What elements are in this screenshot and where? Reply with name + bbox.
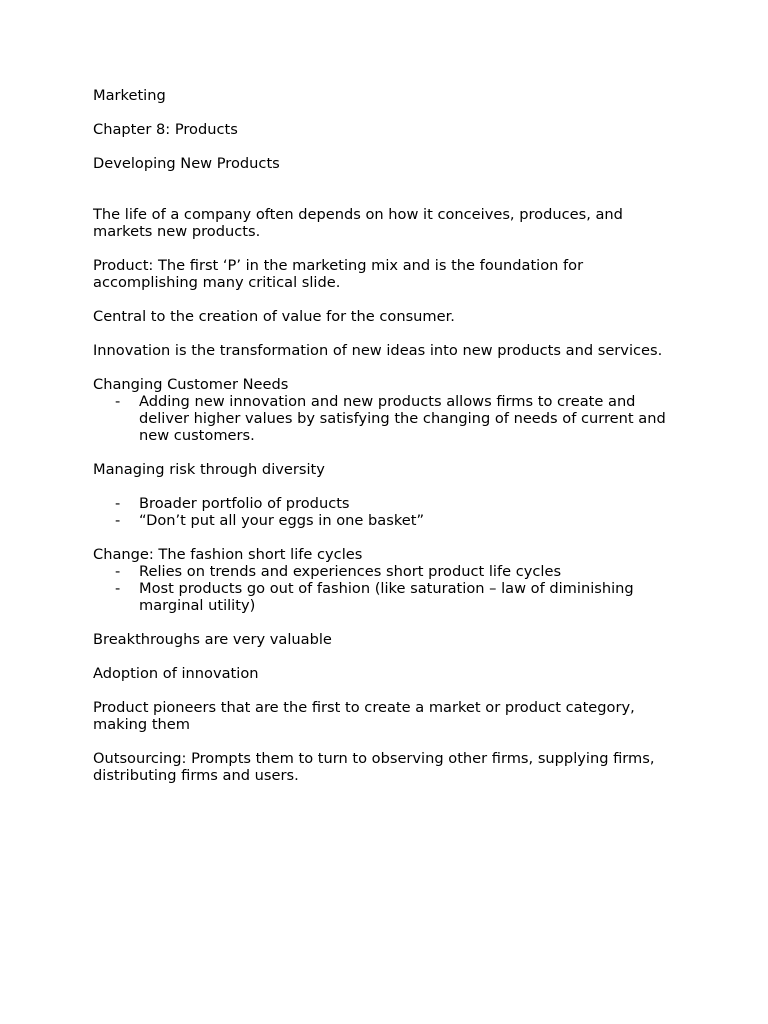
- list-item: [93, 580, 683, 614]
- list-item: [93, 563, 683, 580]
- paragraph-product-definition: Product: The first ‘P’ in the marketing mix and is the foundation for accomplishing many critical slide.: [93, 257, 588, 291]
- list-changing-needs: [93, 393, 683, 444]
- dash-bullet: -: [115, 563, 121, 580]
- paragraph-outsourcing: Outsourcing: Prompts them to turn to observing other firms, supplying firms, distributing firms and users.: [93, 750, 660, 784]
- document-page: [93, 87, 683, 801]
- heading-change-fashion: Change: The fashion short life cycles: [93, 546, 363, 563]
- list-item-text: Most products go out of fashion (like saturation – law of diminishing marginal utility): [139, 580, 634, 614]
- paragraph-breakthroughs: Breakthroughs are very valuable: [93, 631, 332, 648]
- paragraph-adoption: Adoption of innovation: [93, 665, 259, 682]
- paragraph-pioneers: Product pioneers that are the first to create a market or product category, making them: [93, 699, 640, 733]
- list-item-text: Adding new innovation and new products allows firms to create and deliver higher values by satisfying the changing of needs of current and new customers.: [139, 393, 666, 444]
- list-item: [93, 512, 683, 529]
- list-item-text: Broader portfolio of products: [139, 495, 350, 512]
- list-item: [93, 393, 683, 444]
- list-item-text: “Don’t put all your eggs in one basket”: [139, 512, 425, 529]
- heading-managing-risk: Managing risk through diversity: [93, 461, 325, 478]
- list-change-fashion: [93, 563, 683, 614]
- list-managing-risk: [93, 495, 683, 529]
- paragraph-value-creation: Central to the creation of value for the consumer.: [93, 308, 455, 325]
- paragraph-innovation: Innovation is the transformation of new ideas into new products and services.: [93, 342, 663, 359]
- list-item-text: Relies on trends and experiences short product life cycles: [139, 563, 562, 580]
- dash-bullet: -: [115, 495, 121, 512]
- chapter-title: Chapter 8: Products: [93, 121, 238, 138]
- subject-title: Marketing: [93, 87, 166, 104]
- dash-bullet: -: [115, 512, 121, 529]
- paragraph-company-life: The life of a company often depends on how it conceives, produces, and markets new products.: [93, 206, 628, 240]
- section-title: Developing New Products: [93, 155, 280, 172]
- list-item: [93, 495, 683, 512]
- heading-changing-customer-needs: Changing Customer Needs: [93, 376, 289, 393]
- dash-bullet: -: [115, 580, 121, 597]
- blank-line: [93, 189, 683, 206]
- dash-bullet: -: [115, 393, 121, 410]
